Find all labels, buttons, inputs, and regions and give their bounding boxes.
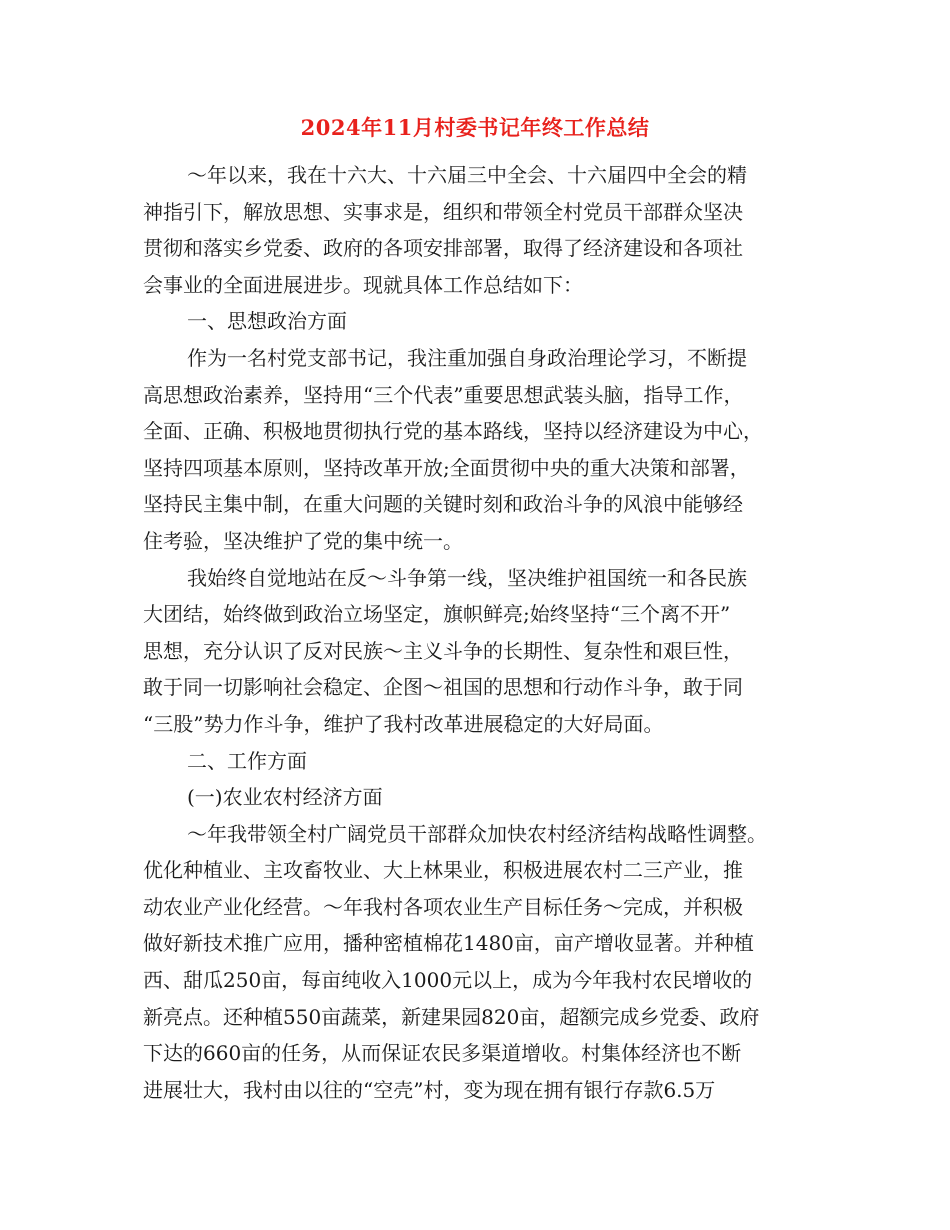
body-text-line: 坚持四项基本原则，坚持改革开放;全面贯彻中央的重大决策和部署，: [143, 455, 750, 480]
body-text-line: 下达的660亩的任务，从而保证农民多渠道增收。村集体经济也不断: [143, 1041, 742, 1066]
body-text-line: 作为一名村党支部书记，我注重加强自身政治理论学习，不断提: [187, 345, 747, 370]
document-body: [143, 157, 823, 1108]
body-text-line: 住考验，坚决维护了党的集中统一。: [143, 528, 463, 553]
body-text-line: 坚持民主集中制，在重大问题的关键时刻和政治斗争的风浪中能够经: [143, 492, 743, 517]
body-text-line: 一、思想政治方面: [187, 309, 347, 334]
body-text-line: 全面、正确、积极地贯彻执行党的基本路线，坚持以经济建设为中心，: [143, 419, 763, 444]
body-text-line: 动农业产业化经营。～年我村各项农业生产目标任务～完成，并积极: [143, 894, 743, 919]
body-text-line: 高思想政治素养，坚持用“三个代表”重要思想武装头脑，指导工作，: [143, 382, 744, 407]
body-text-line: 做好新技术推广应用，播种密植棉花1480亩，亩产增收显著。并种植: [143, 931, 754, 956]
body-text-line: 大团结，始终做到政治立场坚定，旗帜鲜亮;始终坚持“三个离不开”: [143, 602, 731, 627]
body-text-line: “三股”势力作斗争，维护了我村改革进展稳定的大好局面。: [143, 711, 664, 736]
body-text-line: 进展壮大，我村由以往的“空壳”村，变为现在拥有银行存款6.5万: [143, 1077, 716, 1102]
body-text-line: 敢于同一切影响社会稳定、企图～祖国的思想和行动作斗争，敢于同: [143, 675, 743, 700]
body-text-line: 贯彻和落实乡党委、政府的各项安排部署，取得了经济建设和各项社: [143, 236, 743, 261]
body-text-line: 优化种植业、主攻畜牧业、大上林果业，积极进展农村二三产业，推: [143, 858, 743, 883]
body-text-line: ～年以来，我在十六大、十六届三中全会、十六届四中全会的精: [187, 163, 747, 187]
body-text-line: (一)农业农村经济方面: [187, 785, 383, 810]
body-text-line: 神指引下，解放思想、实事求是，组织和带领全村党员干部群众坚决: [143, 199, 743, 224]
body-text-line: 思想，充分认识了反对民族～主义斗争的长期性、复杂性和艰巨性，: [143, 638, 743, 663]
body-text-line: ～年我带领全村广阔党员干部群众加快农村经济结构战略性调整。: [187, 821, 767, 846]
body-text-line: 我始终自觉地站在反～斗争第一线，坚决维护祖国统一和各民族: [187, 565, 747, 590]
document-title: 2024年11月村委书记年终工作总结: [300, 115, 650, 140]
body-text-line: 新亮点。还种植550亩蔬菜，新建果园820亩，超额完成乡党委、政府: [143, 1004, 760, 1029]
body-text-line: 西、甜瓜250亩，每亩纯收入1000元以上，成为今年我村农民增收的: [143, 968, 753, 993]
body-text-line: 会事业的全面进展进步。现就具体工作总结如下：: [143, 272, 583, 297]
body-text-line: 二、工作方面: [187, 748, 307, 773]
